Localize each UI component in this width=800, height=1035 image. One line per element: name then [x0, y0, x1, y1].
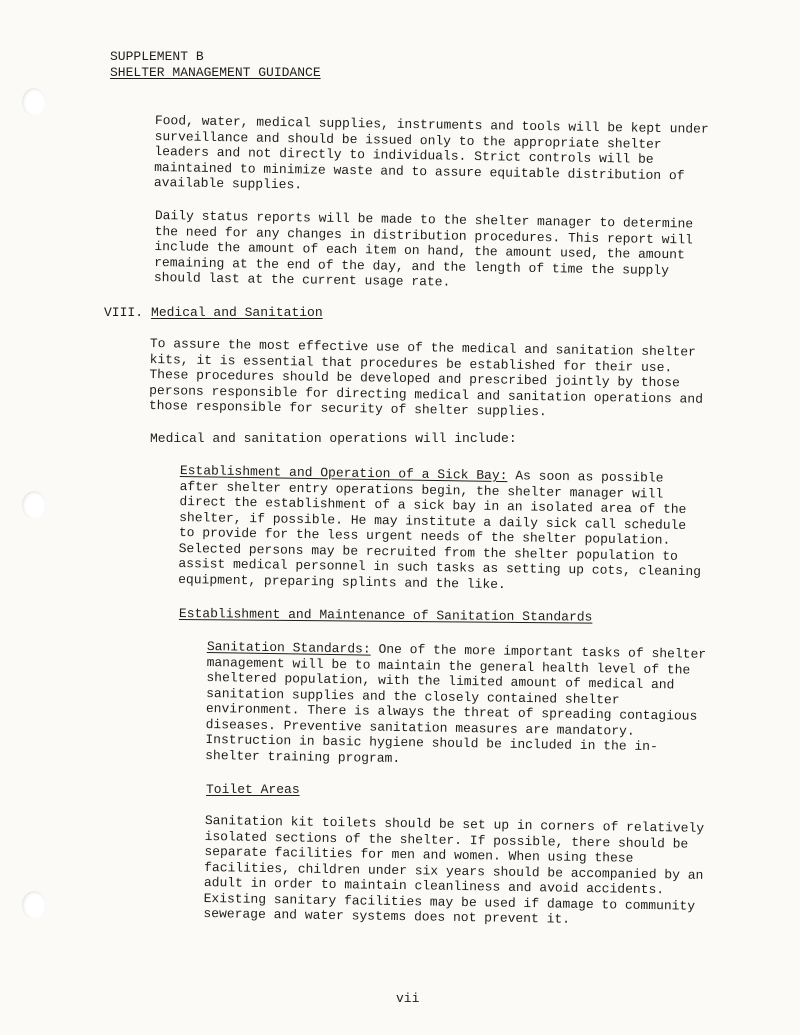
sanitation-standards-heading: Sanitation Standards:: [206, 639, 371, 657]
operations-lead-in: Medical and sanitation operations will include:: [150, 431, 517, 446]
toilet-areas-heading: Toilet Areas: [206, 782, 300, 797]
sick-bay-heading: Establishment and Operation of a Sick Bay:: [179, 463, 508, 484]
page-number: vii: [396, 991, 420, 1006]
punch-hole: [22, 891, 46, 919]
section-title: Medical and Sanitation: [151, 305, 323, 320]
sick-bay-text: As soon as possible after shelter entry operations begin, the shelter manager will direct the establishment of a sick bay in an isolated area of the shelter, if possible. He may institute a daily sick call schedule to provide for the less urgent needs of the shelter population. Selected persons may be recruited from the shelter population to assist medical personnel in such tasks as setting up cots, cleaning equipment, preparing splints and the like.: [178, 468, 702, 592]
punch-hole: [22, 88, 46, 116]
sanitation-standards-paragraph: [205, 639, 712, 771]
section-number: VIII.: [104, 305, 144, 320]
section-heading: [104, 305, 323, 321]
sanitation-standards-text: One of the more important tasks of shelter management will be to maintain the general health level of the sheltered population, with the limited amount of medical and sanitation supplies and the closely contained shelter environment. There is always the threat of spreading contagious diseases. Preventive sanitation measures are mandatory. Instruction in basic hygiene should be included in the in-shelter training program.: [205, 641, 707, 766]
intro-paragraph: To assure the most effective use of the medical and sanitation shelter kits, it is essential that procedures be established for their use. These procedures should be developed and prescribed jointly by those persons responsible for directing medical and sanitation operations and those responsible for security of shelter supplies.: [148, 336, 704, 420]
supplement-label: SUPPLEMENT B: [110, 49, 204, 64]
punch-hole: [22, 491, 46, 519]
document-title: SHELTER MANAGEMENT GUIDANCE: [110, 65, 321, 80]
status-report-paragraph: Daily status reports will be made to the shelter manager to determine the need for any changes in distribution procedures. This report will include the amount of each item on hand, the amount used, the amount remaining at the end of the day, and the length of time the supply should last at the current usage rate.: [153, 208, 694, 290]
sick-bay-paragraph: [178, 463, 710, 595]
supplies-paragraph: Food, water, medical supplies, instruments and tools will be kept under surveillance and should be issued only to the appropriate shelter leaders and not directly to individuals. Strict controls will be maintained to minimize waste and to assure equitable distribution of available supplies.: [153, 113, 709, 193]
sanitation-heading: Establishment and Maintenance of Sanitation Standards: [178, 606, 593, 625]
toilet-areas-paragraph: Sanitation kit toilets should be set up in corners of relatively isolated sections of the shelter. If possible, there should be separate facilities for men and women. When using these facilities, children under six years should be accompanied by an adult in order to maintain cleanliness and avoid accidents. Existing sanitary facilities may be used if damage to community sewerage and water systems does not prevent it.: [203, 813, 705, 927]
